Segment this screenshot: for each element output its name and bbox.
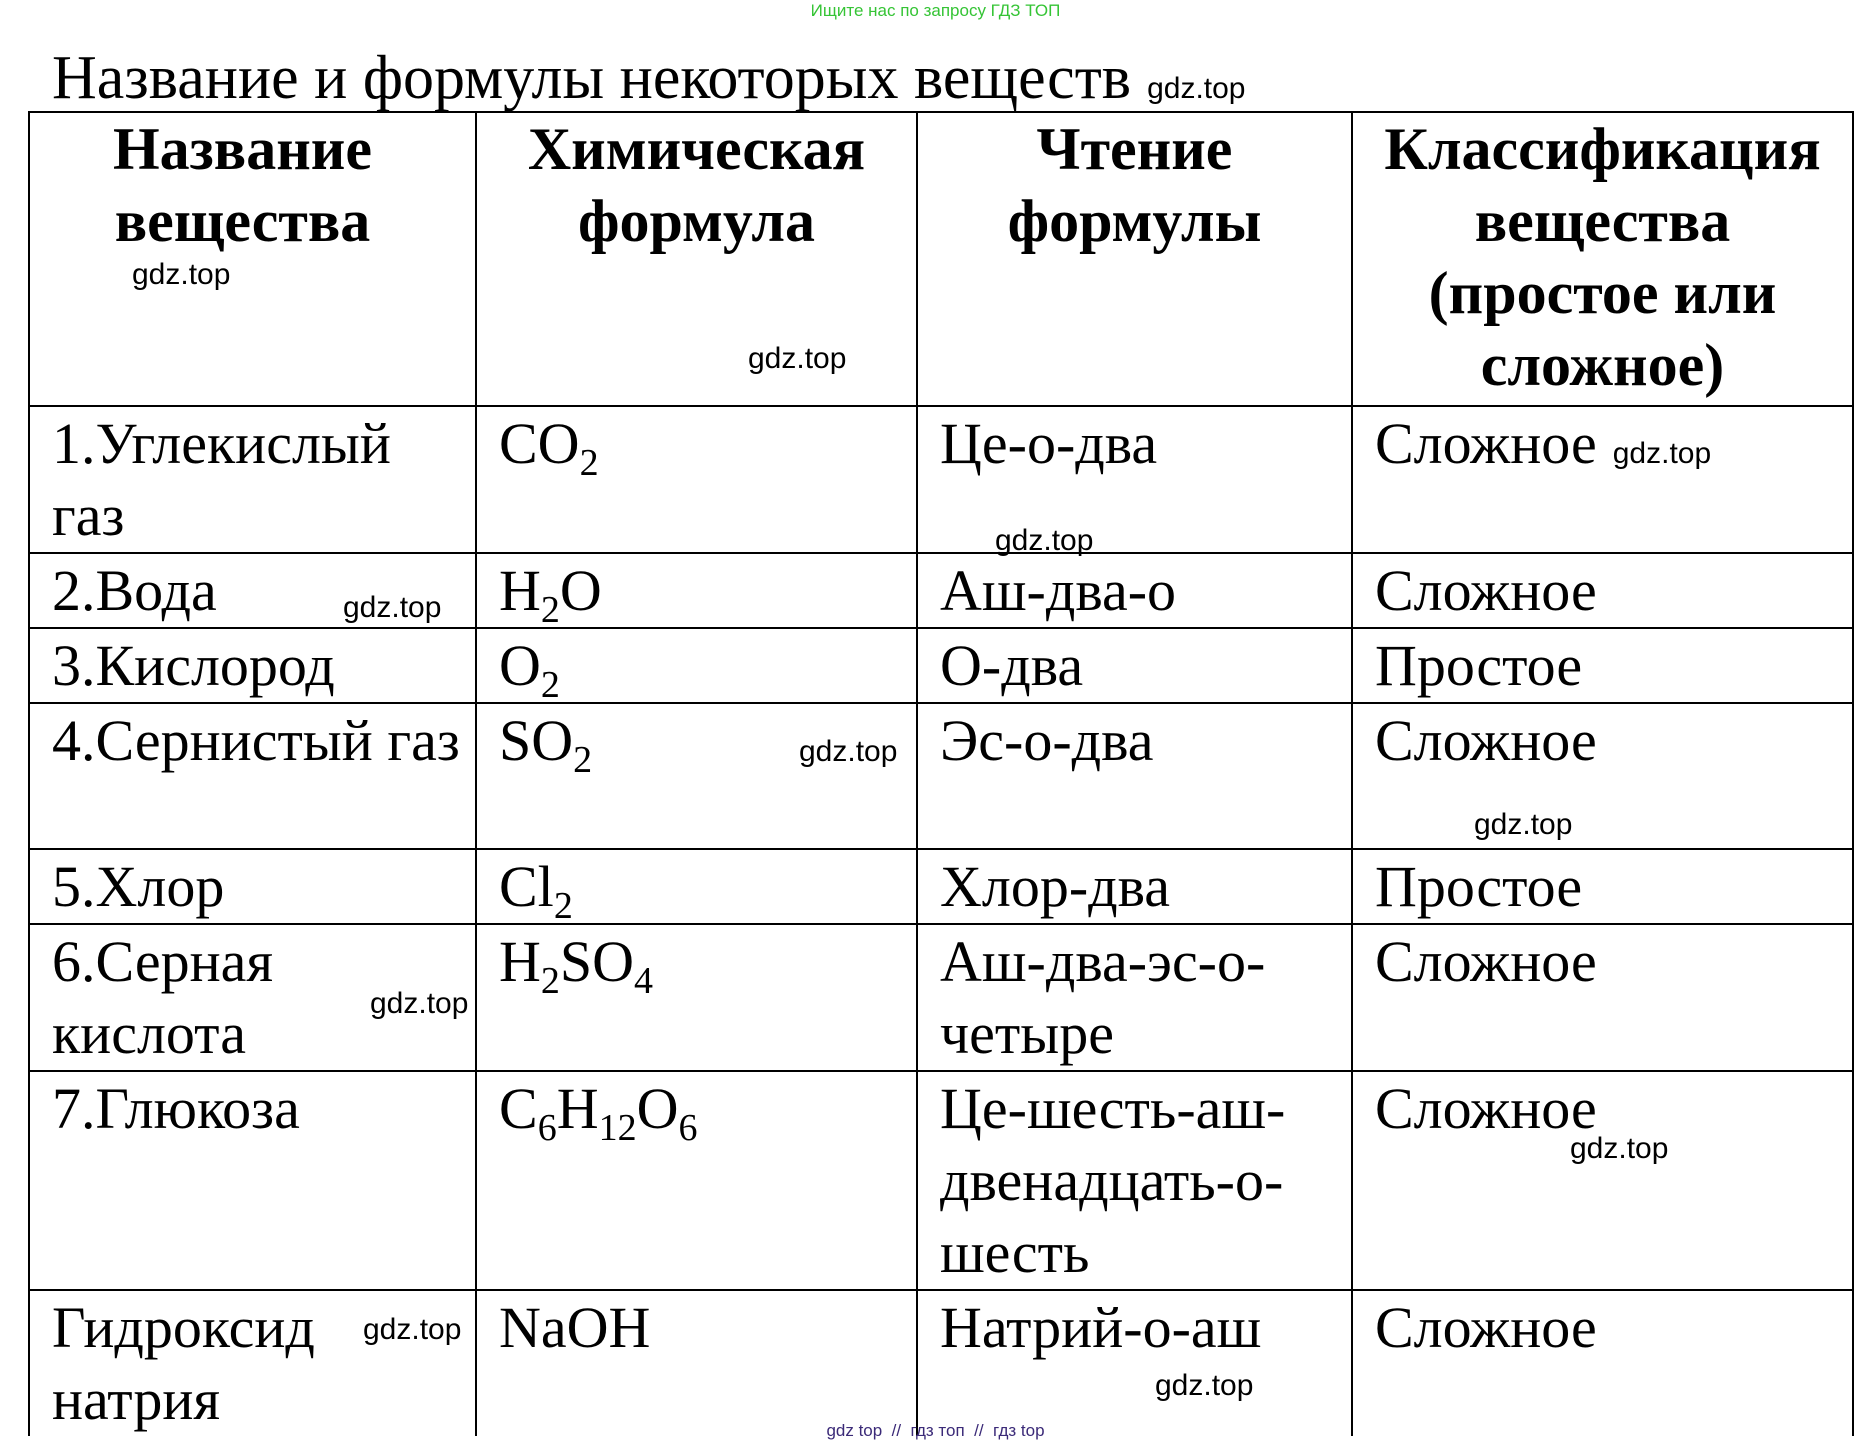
- header-name-label: Название вещества: [113, 116, 372, 254]
- cell-formula: [476, 553, 917, 631]
- formula-reading: Аш-два-эс-о-четыре: [940, 929, 1266, 1066]
- cell-reading: [917, 703, 1352, 849]
- cell-reading: [917, 924, 1352, 1071]
- classification-value: Простое: [1375, 633, 1583, 698]
- formula-symbol: $C_6$: [499, 1076, 557, 1149]
- substance-name: 2.Вода: [52, 558, 217, 623]
- cell-classification: [1352, 553, 1853, 628]
- formula-reading: О-два: [940, 633, 1084, 698]
- classification-value: Сложное: [1375, 1076, 1597, 1141]
- cell-classification: [1352, 924, 1853, 1071]
- formula-symbol: $CO_2$: [499, 411, 599, 484]
- formula-reading: Натрий-о-аш: [940, 1295, 1262, 1360]
- cell-name: [29, 553, 476, 628]
- watermark: gdz.top: [799, 735, 898, 768]
- substance-name: Гидроксид натрия: [52, 1295, 315, 1432]
- cell-classification: [1352, 849, 1853, 924]
- substance-name: 3.Кислород: [52, 633, 335, 698]
- table-row: [29, 628, 1853, 703]
- header-reading-label: Чтение формулы: [1007, 116, 1262, 254]
- cell-reading: [917, 1071, 1352, 1290]
- cell-classification: [1352, 628, 1853, 703]
- substances-table: [28, 111, 1854, 1436]
- classification-value: Сложное: [1375, 929, 1597, 994]
- table-row: [29, 553, 1853, 628]
- substance-name: 5.Хлор: [52, 854, 225, 919]
- substance-name: 1.Углекислый газ: [52, 411, 391, 548]
- watermark: gdz.top: [995, 524, 1094, 557]
- header-classification-label: Классификация вещества (простое или сложное): [1384, 116, 1821, 398]
- cell-formula: [476, 1071, 917, 1290]
- classification-value: Простое: [1375, 854, 1583, 919]
- header-formula: [476, 112, 917, 406]
- formula-symbol: $O_2$: [499, 633, 560, 706]
- cell-name: [29, 1290, 476, 1436]
- cell-classification: [1352, 406, 1853, 553]
- watermark: gdz.top: [370, 987, 469, 1020]
- cell-reading: [917, 628, 1352, 703]
- watermark: gdz.top: [132, 258, 231, 291]
- formula-symbol: $H_2$: [499, 558, 560, 631]
- classification-value: Сложное: [1375, 708, 1597, 773]
- watermark: gdz.top: [1474, 808, 1573, 841]
- formula-symbol: O: [559, 558, 602, 623]
- footer-links: gdz top // гдз топ // гдз top: [826, 1421, 1045, 1440]
- cell-formula: [476, 849, 917, 927]
- watermark: gdz.top: [1612, 437, 1712, 470]
- cell-formula: [476, 406, 917, 553]
- classification-value: Сложное: [1375, 1295, 1597, 1360]
- formula-symbol: $Cl_2$: [499, 854, 573, 927]
- formula-symbol: $SO_4$: [559, 929, 654, 1002]
- formula-symbol: $SO_2$: [499, 708, 593, 781]
- cell-formula: [476, 628, 917, 706]
- cell-classification: [1352, 1290, 1853, 1436]
- cell-name: [29, 703, 476, 849]
- formula-symbol: $H_2$: [499, 929, 560, 1002]
- formula-reading: Эс-о-два: [940, 708, 1154, 773]
- substance-name: 4.Сернистый газ: [52, 708, 460, 773]
- table-row: [29, 849, 1853, 924]
- cell-name: [29, 1071, 476, 1290]
- cell-formula: [476, 924, 917, 1071]
- substance-name: 7.Глюкоза: [52, 1076, 300, 1141]
- watermark: gdz.top: [363, 1313, 462, 1346]
- formula-reading: Аш-два-о: [940, 558, 1177, 623]
- page-title-text: Название и формулы некоторых веществ: [52, 44, 1132, 112]
- cell-formula: [476, 703, 917, 849]
- cell-name: [29, 406, 476, 553]
- formula-reading: Це-о-два: [940, 411, 1158, 476]
- table-row: [29, 703, 1853, 849]
- cell-formula: [476, 1290, 917, 1436]
- formula-reading: Це-шесть-аш-двенадцать-о-шесть: [940, 1076, 1286, 1285]
- table-row: [29, 406, 1853, 553]
- cell-classification: [1352, 1071, 1853, 1290]
- cell-reading: [917, 553, 1352, 628]
- cell-reading: [917, 849, 1352, 924]
- cell-reading: [917, 406, 1352, 557]
- watermark: gdz.top: [343, 591, 442, 624]
- header-name: [29, 112, 476, 406]
- watermark: gdz.top: [1570, 1132, 1669, 1165]
- classification-value: Сложное: [1375, 558, 1597, 623]
- cell-reading: [917, 1290, 1352, 1436]
- header-reading: [917, 112, 1352, 406]
- top-search-banner: Ищите нас по запросу ГДЗ ТОП: [810, 1, 1061, 20]
- table-row: [29, 924, 1853, 1071]
- table-header-row: [29, 112, 1853, 406]
- watermark: gdz.top: [1147, 72, 1246, 105]
- table-row: [29, 1290, 1853, 1436]
- cell-name: [29, 924, 476, 1071]
- watermark: gdz.top: [748, 342, 847, 375]
- table-row: [29, 1071, 1853, 1290]
- cell-name: [29, 628, 476, 703]
- formula-reading: Хлор-два: [940, 854, 1171, 919]
- header-classification: [1352, 112, 1853, 406]
- formula-symbol: NaOH: [499, 1295, 651, 1360]
- formula-symbol: $H_{12}$: [556, 1076, 637, 1149]
- cell-name: [29, 849, 476, 924]
- watermark: gdz.top: [1155, 1369, 1254, 1402]
- formula-symbol: $O_6$: [636, 1076, 698, 1149]
- cell-classification: [1352, 703, 1853, 849]
- substance-name: 6.Серная кислота: [52, 929, 274, 1066]
- header-formula-label: Химическая формула: [527, 116, 866, 254]
- classification-value: Сложное: [1375, 411, 1597, 476]
